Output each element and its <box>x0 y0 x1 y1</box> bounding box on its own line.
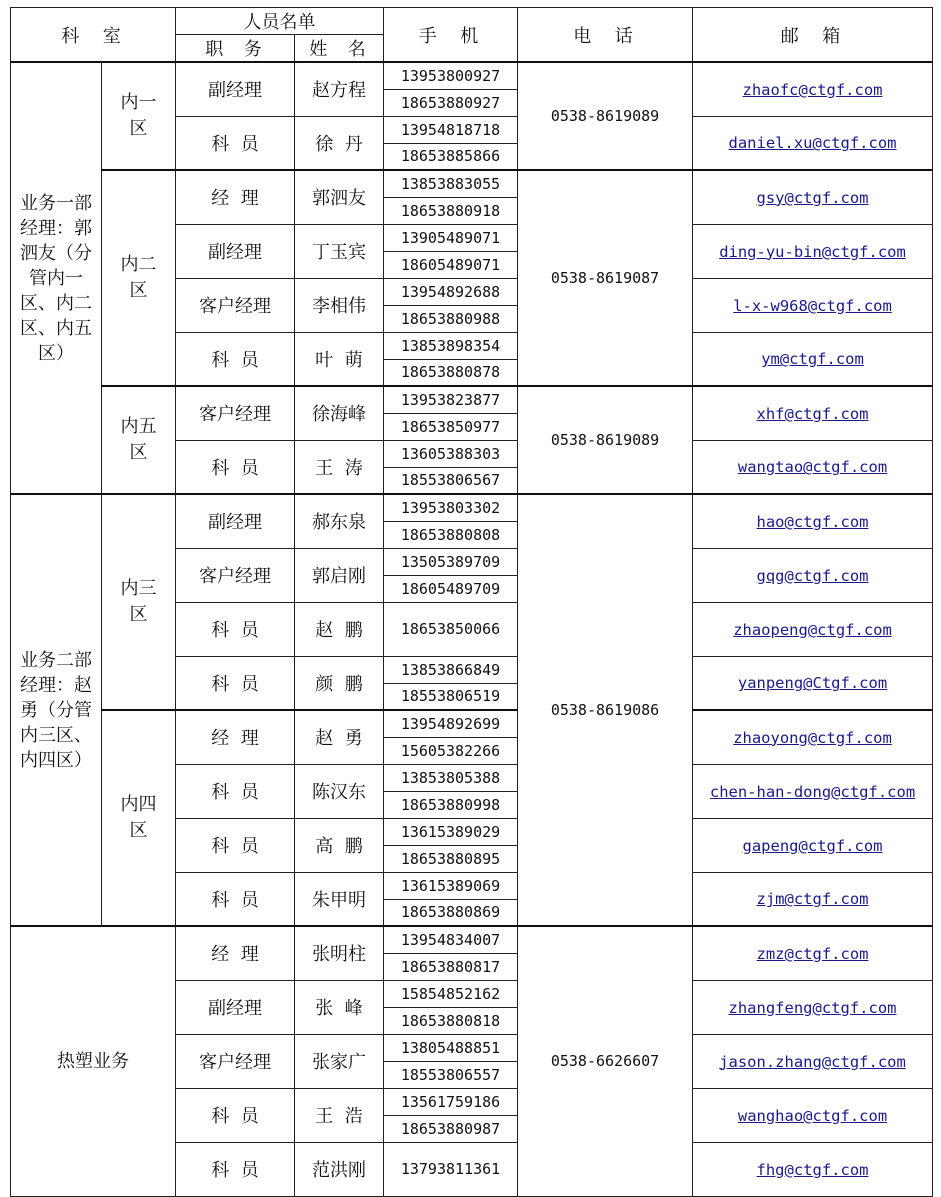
position-cell: 科 员 <box>176 818 295 872</box>
name-cell: 范洪刚 <box>295 1142 384 1196</box>
name-cell: 郭启刚 <box>295 548 384 602</box>
zone-label: 内一区 <box>102 62 176 170</box>
email-link[interactable]: gsy@ctgf.com <box>756 188 869 207</box>
email-link[interactable]: fhg@ctgf.com <box>756 1160 869 1179</box>
email-link[interactable]: wangtao@ctgf.com <box>737 458 888 477</box>
email-link[interactable]: ding-yu-bin@ctgf.com <box>719 242 906 261</box>
position-cell: 副经理 <box>176 980 295 1034</box>
position-cell: 经 理 <box>176 170 295 224</box>
name-cell: 赵 勇 <box>295 710 384 764</box>
name-cell: 陈汉东 <box>295 764 384 818</box>
position-cell: 科 员 <box>176 656 295 710</box>
email-cell <box>693 224 933 278</box>
position-cell: 副经理 <box>176 494 295 548</box>
header-name: 姓 名 <box>295 35 384 63</box>
mobile-cell: 13605388303 <box>384 440 518 467</box>
mobile-cell: 18653880869 <box>384 899 518 926</box>
email-link[interactable]: zhaofc@ctgf.com <box>742 80 883 99</box>
email-cell <box>693 926 933 980</box>
email-link[interactable]: wanghao@ctgf.com <box>737 1106 888 1125</box>
table-row <box>11 62 933 89</box>
email-cell <box>693 710 933 764</box>
email-cell <box>693 818 933 872</box>
name-cell: 高 鹏 <box>295 818 384 872</box>
name-cell: 郭泗友 <box>295 170 384 224</box>
mobile-cell: 18653880818 <box>384 1007 518 1034</box>
email-cell <box>693 332 933 386</box>
position-cell: 科 员 <box>176 1142 295 1196</box>
position-cell: 科 员 <box>176 872 295 926</box>
email-link[interactable]: zhaoyong@ctgf.com <box>733 728 892 747</box>
name-cell: 张明柱 <box>295 926 384 980</box>
email-link[interactable]: yanpeng@Ctgf.com <box>737 674 888 693</box>
header-email: 邮 箱 <box>693 8 933 63</box>
phone-cell: 0538-8619089 <box>518 386 693 494</box>
email-cell <box>693 602 933 656</box>
name-cell: 郝东泉 <box>295 494 384 548</box>
mobile-cell: 13853866849 <box>384 656 518 683</box>
email-cell <box>693 170 933 224</box>
header-mobile: 手 机 <box>384 8 518 63</box>
position-cell: 副经理 <box>176 224 295 278</box>
mobile-cell: 18653850977 <box>384 413 518 440</box>
email-cell <box>693 656 933 710</box>
phone-cell: 0538-8619089 <box>518 62 693 170</box>
phone-cell: 0538-6626607 <box>518 926 693 1196</box>
email-cell <box>693 1142 933 1196</box>
header-phone: 电 话 <box>518 8 693 63</box>
name-cell: 王 浩 <box>295 1088 384 1142</box>
email-cell <box>693 872 933 926</box>
position-cell: 客户经理 <box>176 386 295 440</box>
mobile-cell: 13805488851 <box>384 1034 518 1061</box>
phone-cell: 0538-8619087 <box>518 170 693 386</box>
mobile-cell: 18653880918 <box>384 197 518 224</box>
mobile-cell: 18653880998 <box>384 791 518 818</box>
table-row <box>11 710 933 737</box>
email-cell <box>693 440 933 494</box>
table-row <box>11 926 933 953</box>
position-cell: 客户经理 <box>176 1034 295 1088</box>
name-cell: 张 峰 <box>295 980 384 1034</box>
name-cell: 徐海峰 <box>295 386 384 440</box>
email-cell <box>693 764 933 818</box>
email-cell <box>693 980 933 1034</box>
name-cell: 叶 萌 <box>295 332 384 386</box>
contact-directory-table <box>10 7 933 1197</box>
name-cell: 朱甲明 <box>295 872 384 926</box>
zone-label: 内五区 <box>102 386 176 494</box>
zone-label: 内四区 <box>102 710 176 926</box>
email-link[interactable]: zjm@ctgf.com <box>756 890 869 909</box>
name-cell: 丁玉宾 <box>295 224 384 278</box>
email-link[interactable]: zhangfeng@ctgf.com <box>728 998 897 1017</box>
department-label: 热塑业务 <box>11 926 176 1196</box>
mobile-cell: 18653885866 <box>384 143 518 170</box>
position-cell: 科 员 <box>176 116 295 170</box>
mobile-cell: 18653880987 <box>384 1115 518 1142</box>
mobile-cell: 13853805388 <box>384 764 518 791</box>
mobile-cell: 18653850066 <box>384 602 518 656</box>
email-link[interactable]: gapeng@ctgf.com <box>742 836 883 855</box>
name-cell: 王 涛 <box>295 440 384 494</box>
mobile-cell: 18653880817 <box>384 953 518 980</box>
department-label: 业务二部经理：赵勇（分管内三区、内四区） <box>11 494 102 926</box>
name-cell: 李相伟 <box>295 278 384 332</box>
mobile-cell: 18553806557 <box>384 1061 518 1088</box>
mobile-cell: 15854852162 <box>384 980 518 1007</box>
mobile-cell: 13905489071 <box>384 224 518 251</box>
email-cell <box>693 1088 933 1142</box>
email-link[interactable]: jason.zhang@ctgf.com <box>719 1052 906 1071</box>
position-cell: 科 员 <box>176 602 295 656</box>
zone-label: 内二区 <box>102 170 176 386</box>
name-cell: 张家广 <box>295 1034 384 1088</box>
email-link[interactable]: xhf@ctgf.com <box>756 404 869 423</box>
position-cell: 经 理 <box>176 926 295 980</box>
position-cell: 副经理 <box>176 62 295 116</box>
mobile-cell: 13953823877 <box>384 386 518 413</box>
mobile-cell: 13793811361 <box>384 1142 518 1196</box>
mobile-cell: 18553806519 <box>384 683 518 710</box>
mobile-cell: 13615389069 <box>384 872 518 899</box>
email-link[interactable]: ym@ctgf.com <box>761 350 864 369</box>
mobile-cell: 15605382266 <box>384 737 518 764</box>
table-row <box>11 386 933 413</box>
position-cell: 科 员 <box>176 332 295 386</box>
position-cell: 客户经理 <box>176 548 295 602</box>
mobile-cell: 13615389029 <box>384 818 518 845</box>
mobile-cell: 13953800927 <box>384 62 518 89</box>
mobile-cell: 18605489709 <box>384 575 518 602</box>
mobile-cell: 13561759186 <box>384 1088 518 1115</box>
mobile-cell: 13953803302 <box>384 494 518 521</box>
email-cell <box>693 278 933 332</box>
name-cell: 赵 鹏 <box>295 602 384 656</box>
table-body <box>11 8 933 1197</box>
department-label: 业务一部经理：郭泗友（分管内一区、内二区、内五区） <box>11 62 102 494</box>
mobile-cell: 18653880988 <box>384 305 518 332</box>
position-cell: 科 员 <box>176 440 295 494</box>
mobile-cell: 18653880808 <box>384 521 518 548</box>
header-position: 职 务 <box>176 35 295 63</box>
mobile-cell: 18653880927 <box>384 89 518 116</box>
email-link[interactable]: chen-han-dong@ctgf.com <box>709 782 916 801</box>
table-row <box>11 494 933 521</box>
email-cell <box>693 386 933 440</box>
name-cell: 徐 丹 <box>295 116 384 170</box>
mobile-cell: 13954818718 <box>384 116 518 143</box>
table-row <box>11 170 933 197</box>
zone-label: 内三区 <box>102 494 176 710</box>
mobile-cell: 18653880878 <box>384 359 518 386</box>
email-cell <box>693 116 933 170</box>
position-cell: 经 理 <box>176 710 295 764</box>
mobile-cell: 13853898354 <box>384 332 518 359</box>
email-cell <box>693 494 933 548</box>
mobile-cell: 13954892688 <box>384 278 518 305</box>
email-link[interactable]: gqg@ctgf.com <box>756 566 869 585</box>
mobile-cell: 13954892699 <box>384 710 518 737</box>
mobile-cell: 18553806567 <box>384 467 518 494</box>
email-link[interactable]: l-x-w968@ctgf.com <box>733 296 892 315</box>
phone-cell: 0538-8619086 <box>518 494 693 926</box>
email-cell <box>693 62 933 116</box>
email-link[interactable]: zhaopeng@ctgf.com <box>733 620 892 639</box>
name-cell: 颜 鹏 <box>295 656 384 710</box>
position-cell: 科 员 <box>176 1088 295 1142</box>
name-cell: 赵方程 <box>295 62 384 116</box>
mobile-cell: 13505389709 <box>384 548 518 575</box>
mobile-cell: 13954834007 <box>384 926 518 953</box>
position-cell: 客户经理 <box>176 278 295 332</box>
email-cell <box>693 548 933 602</box>
mobile-cell: 18605489071 <box>384 251 518 278</box>
email-cell <box>693 1034 933 1088</box>
email-link[interactable]: zmz@ctgf.com <box>756 944 869 963</box>
mobile-cell: 18653880895 <box>384 845 518 872</box>
header-dept: 科 室 <box>11 8 176 63</box>
header-personnel: 人员名单 <box>176 8 384 35</box>
email-link[interactable]: hao@ctgf.com <box>756 512 869 531</box>
position-cell: 科 员 <box>176 764 295 818</box>
mobile-cell: 13853883055 <box>384 170 518 197</box>
email-link[interactable]: daniel.xu@ctgf.com <box>728 134 897 153</box>
